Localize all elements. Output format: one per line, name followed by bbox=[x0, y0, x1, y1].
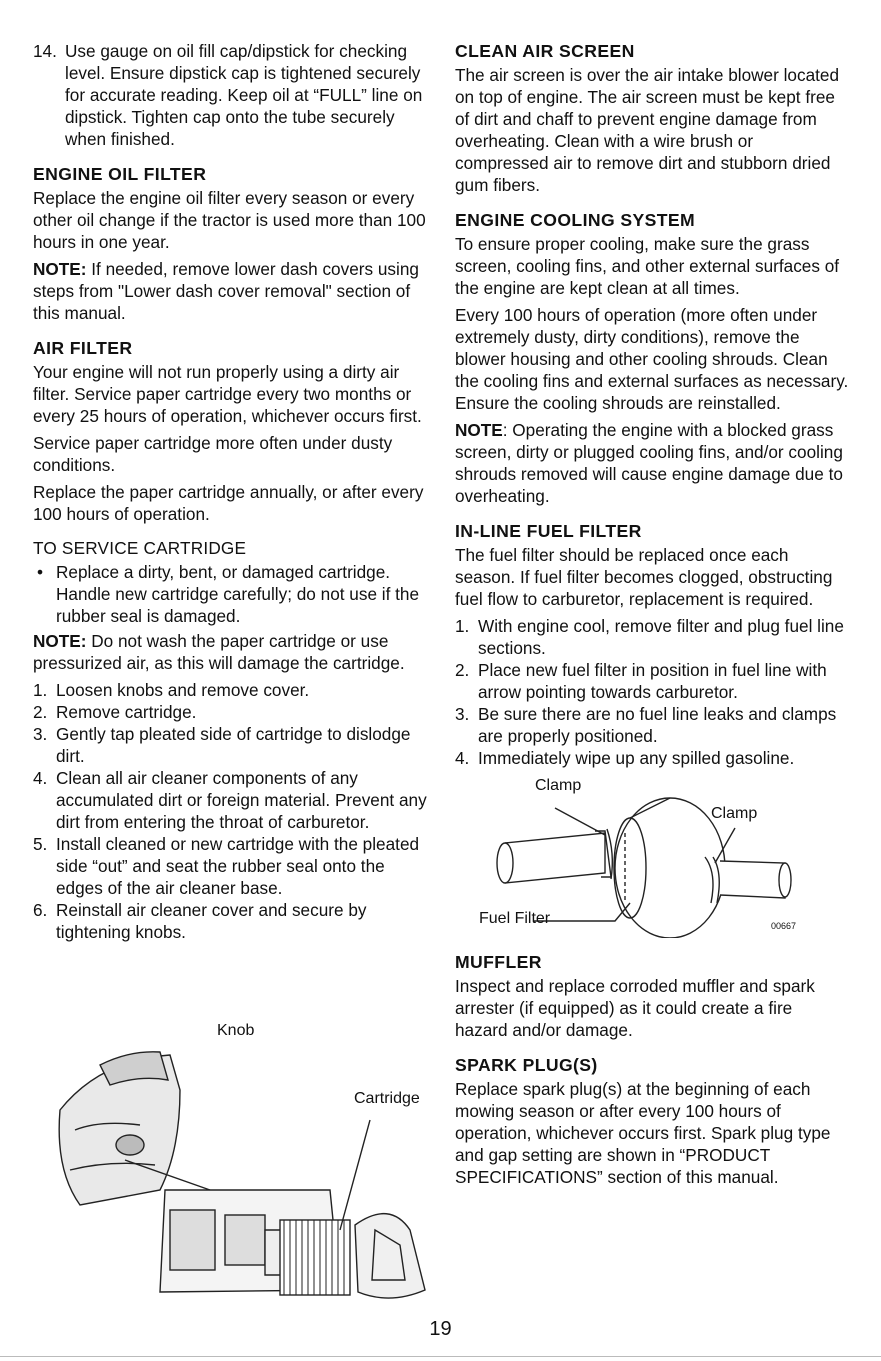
bottom-divider bbox=[0, 1356, 881, 1357]
note-paragraph bbox=[33, 258, 427, 324]
note-text: If needed, remove lower dash covers using steps from "Lower dash cover removal" section of this manual. bbox=[33, 259, 419, 323]
step-number: 5. bbox=[33, 834, 48, 854]
section-heading-engine-oil-filter: ENGINE OIL FILTER bbox=[33, 164, 207, 184]
step-number: 14. bbox=[33, 41, 57, 61]
subheading-service-cartridge: TO SERVICE CARTRIDGE bbox=[33, 538, 247, 558]
step-number: 3. bbox=[33, 724, 48, 744]
list-item: • Replace a dirty, bent, or damaged cartridge. Handle new cartridge carefully; do not use if the rubber seal is damaged. bbox=[37, 562, 420, 626]
paragraph: Replace the paper cartridge annually, or after every 100 hours of operation. bbox=[33, 482, 424, 524]
paragraph: Inspect and replace corroded muffler and spark arrester (if equipped) as it could create a fire hazard and/or damage. bbox=[455, 976, 815, 1040]
bullet-list bbox=[33, 561, 427, 627]
section-heading-air-filter: AIR FILTER bbox=[33, 338, 133, 358]
list-item bbox=[33, 767, 427, 833]
paragraph: To ensure proper cooling, make sure the grass screen, cooling fins, and other external surfaces of the engine are kept clean at all times. bbox=[455, 234, 840, 298]
step-number: 1. bbox=[33, 680, 48, 700]
fuel-filter-figure bbox=[455, 773, 849, 938]
step-text: Immediately wipe up any spilled gasoline. bbox=[478, 748, 795, 768]
air-cleaner-figure bbox=[40, 1022, 440, 1310]
cartridge-label: Cartridge bbox=[354, 1090, 420, 1107]
section-heading-fuel-filter: IN-LINE FUEL FILTER bbox=[455, 521, 642, 541]
service-steps-list bbox=[33, 679, 427, 943]
list-item bbox=[33, 899, 427, 943]
list-item bbox=[455, 747, 849, 769]
step-text: Gently tap pleated side of cartridge to dislodge dirt. bbox=[56, 724, 411, 766]
step-text: With engine cool, remove filter and plug fuel line sections. bbox=[478, 616, 844, 658]
step-number: 1. bbox=[455, 616, 470, 636]
figure-code: 00667 bbox=[771, 921, 797, 931]
step-text: Place new fuel filter in position in fuel line with arrow pointing towards carburetor. bbox=[478, 660, 827, 702]
list-item bbox=[455, 703, 849, 747]
step-number: 4. bbox=[455, 748, 470, 768]
note-label: NOTE: bbox=[33, 259, 87, 279]
note-text: : Operating the engine with a blocked grass screen, dirty or plugged cooling fins, and/or cooling shrouds removed will cause engine damage due to overheating. bbox=[455, 420, 843, 506]
list-item bbox=[33, 833, 427, 899]
note-label: NOTE bbox=[455, 420, 503, 440]
bullet-text: Replace a dirty, bent, or damaged cartridge. Handle new cartridge carefully; do not use if the rubber seal is damaged. bbox=[56, 562, 420, 626]
left-column bbox=[33, 40, 427, 943]
section-heading-engine-cooling: ENGINE COOLING SYSTEM bbox=[455, 210, 696, 230]
paragraph: The fuel filter should be replaced once each season. If fuel filter becomes clogged, obstructing fuel flow to carburetor, replacement is required. bbox=[455, 545, 833, 609]
step-text: Reinstall air cleaner cover and secure by tightening knobs. bbox=[56, 900, 367, 942]
step-text: Install cleaned or new cartridge with the pleated side “out” and seat the rubber seal onto the edges of the air cleaner base. bbox=[56, 834, 420, 898]
paragraph: Replace spark plug(s) at the beginning of each mowing season or after every 100 hours of operation, whichever occurs first. Spark plug type and gap setting are shown in “PRODUCT SPECIFICATIONS” section of this manual. bbox=[455, 1079, 831, 1187]
step-text: Clean all air cleaner components of any accumulated dirt or foreign material. Prevent any dirt from entering the throat of carburetor. bbox=[56, 768, 427, 832]
list-item bbox=[33, 40, 427, 150]
step-text: Remove cartridge. bbox=[56, 702, 197, 722]
note-text: Do not wash the paper cartridge or use pressurized air, as this will damage the cartridge. bbox=[33, 631, 405, 673]
section-heading-clean-air-screen: CLEAN AIR SCREEN bbox=[455, 41, 635, 61]
note-paragraph bbox=[455, 419, 849, 507]
paragraph: Every 100 hours of operation (more often under extremely dusty, dirty conditions), remove the blower housing and other cooling shrouds. Clean the cooling fins and external surfaces as necessary. Ensure the cooling shrouds are reinstalled. bbox=[455, 305, 849, 413]
fuel-filter-label: Fuel Filter bbox=[479, 910, 551, 927]
list-item bbox=[33, 701, 427, 723]
list-item bbox=[33, 723, 427, 767]
paragraph: Service paper cartridge more often under dusty conditions. bbox=[33, 433, 393, 475]
note-label: NOTE: bbox=[33, 631, 87, 651]
clamp-label-right: Clamp bbox=[711, 805, 758, 822]
fuel-steps-list bbox=[455, 615, 849, 769]
step-14-list bbox=[33, 40, 427, 150]
list-item bbox=[455, 615, 849, 659]
list-item bbox=[33, 679, 427, 701]
paragraph: The air screen is over the air intake blower located on top of engine. The air screen must be kept free of dirt and chaff to prevent engine damage from overheating. Clean with a wire brush or compressed air to remove dirt and stubborn dried gum fibers. bbox=[455, 65, 840, 195]
clamp-label-left: Clamp bbox=[535, 777, 582, 794]
step-text: Loosen knobs and remove cover. bbox=[56, 680, 310, 700]
paragraph: Replace the engine oil filter every season or every other oil change if the tractor is used more than 100 hours in one year. bbox=[33, 188, 426, 252]
step-number: 6. bbox=[33, 900, 48, 920]
note-paragraph bbox=[33, 630, 427, 674]
step-text: Use gauge on oil fill cap/dipstick for checking level. Ensure dipstick cap is tightened securely for accurate reading. Keep oil at “FULL” line on dipstick. Tighten cap onto the tube securely when finished. bbox=[65, 41, 423, 149]
paragraph: Your engine will not run properly using a dirty air filter. Service paper cartridge every two months or every 25 hours of operation, whichever occurs first. bbox=[33, 362, 422, 426]
section-heading-muffler: MUFFLER bbox=[455, 952, 542, 972]
right-column bbox=[455, 40, 849, 1193]
step-number: 2. bbox=[33, 702, 48, 722]
step-number: 3. bbox=[455, 704, 470, 724]
step-number: 4. bbox=[33, 768, 48, 788]
air-cleaner-illustration bbox=[40, 1030, 440, 1310]
step-text: Be sure there are no fuel line leaks and clamps are properly positioned. bbox=[478, 704, 837, 746]
knob-label: Knob bbox=[217, 1022, 255, 1039]
page-number: 19 bbox=[429, 1318, 452, 1340]
list-item bbox=[455, 659, 849, 703]
step-number: 2. bbox=[455, 660, 470, 680]
section-heading-spark-plugs: SPARK PLUG(S) bbox=[455, 1055, 598, 1075]
